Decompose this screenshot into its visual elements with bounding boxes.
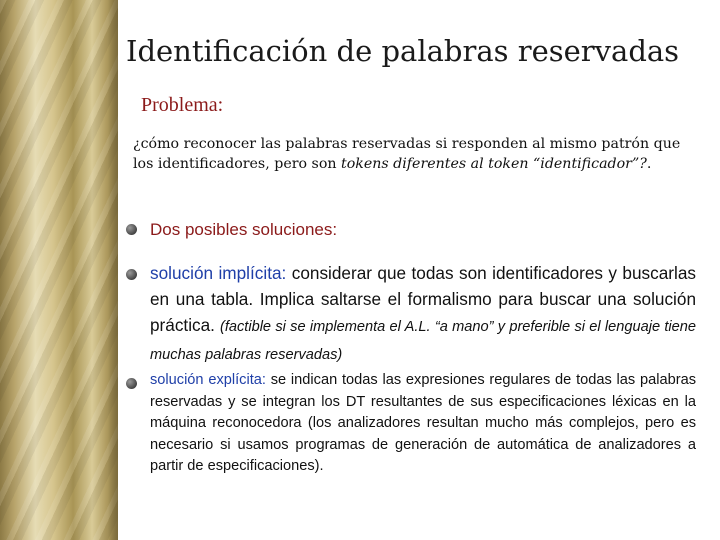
bullet-label: solución implícita:	[150, 263, 287, 283]
bullet-dot-icon	[126, 269, 137, 280]
question-text: ¿cómo reconocer las palabras reservadas si responden al mismo patrón que los identificadores, pero son	[133, 136, 681, 172]
bullet-text: considerar que todas son identificadores y buscarlas en una tabla. Implica saltarse el formalismo para buscar una solución práctica.	[150, 263, 696, 335]
question-end: .	[646, 156, 652, 172]
bullet-label: solución explícita:	[150, 372, 266, 388]
slide-title: Identificación de palabras reservadas	[126, 34, 680, 68]
bullet-text: se indican todas las expresiones regulares de todas las palabras reservadas y se integran los DT resultantes de sus especificaciones léxicas en la máquina reconocedora (los analizadores resultan mucho más complejos, pero es necesario si usamos programas de generación de automática de analizadores a partir de especificaciones).	[150, 372, 696, 474]
bullet-note: (factible si se implementa el A.L. “a mano” y preferible si el lenguaje tiene muchas palabras reservadas)	[150, 319, 696, 363]
bullet-dot-icon	[126, 224, 137, 235]
question-italic-text: tokens diferentes al token “identificador”?	[341, 156, 647, 172]
bullet-item-implicita	[126, 260, 696, 368]
bullet-label: Dos posibles soluciones:	[150, 220, 338, 239]
bullet-dot-icon	[126, 378, 137, 389]
problem-question	[133, 134, 693, 174]
bullet-item-soluciones	[126, 220, 696, 240]
bullet-item-explicita	[126, 370, 696, 478]
problema-label: Problema:	[141, 94, 224, 116]
gold-marble-sidebar	[0, 0, 118, 540]
